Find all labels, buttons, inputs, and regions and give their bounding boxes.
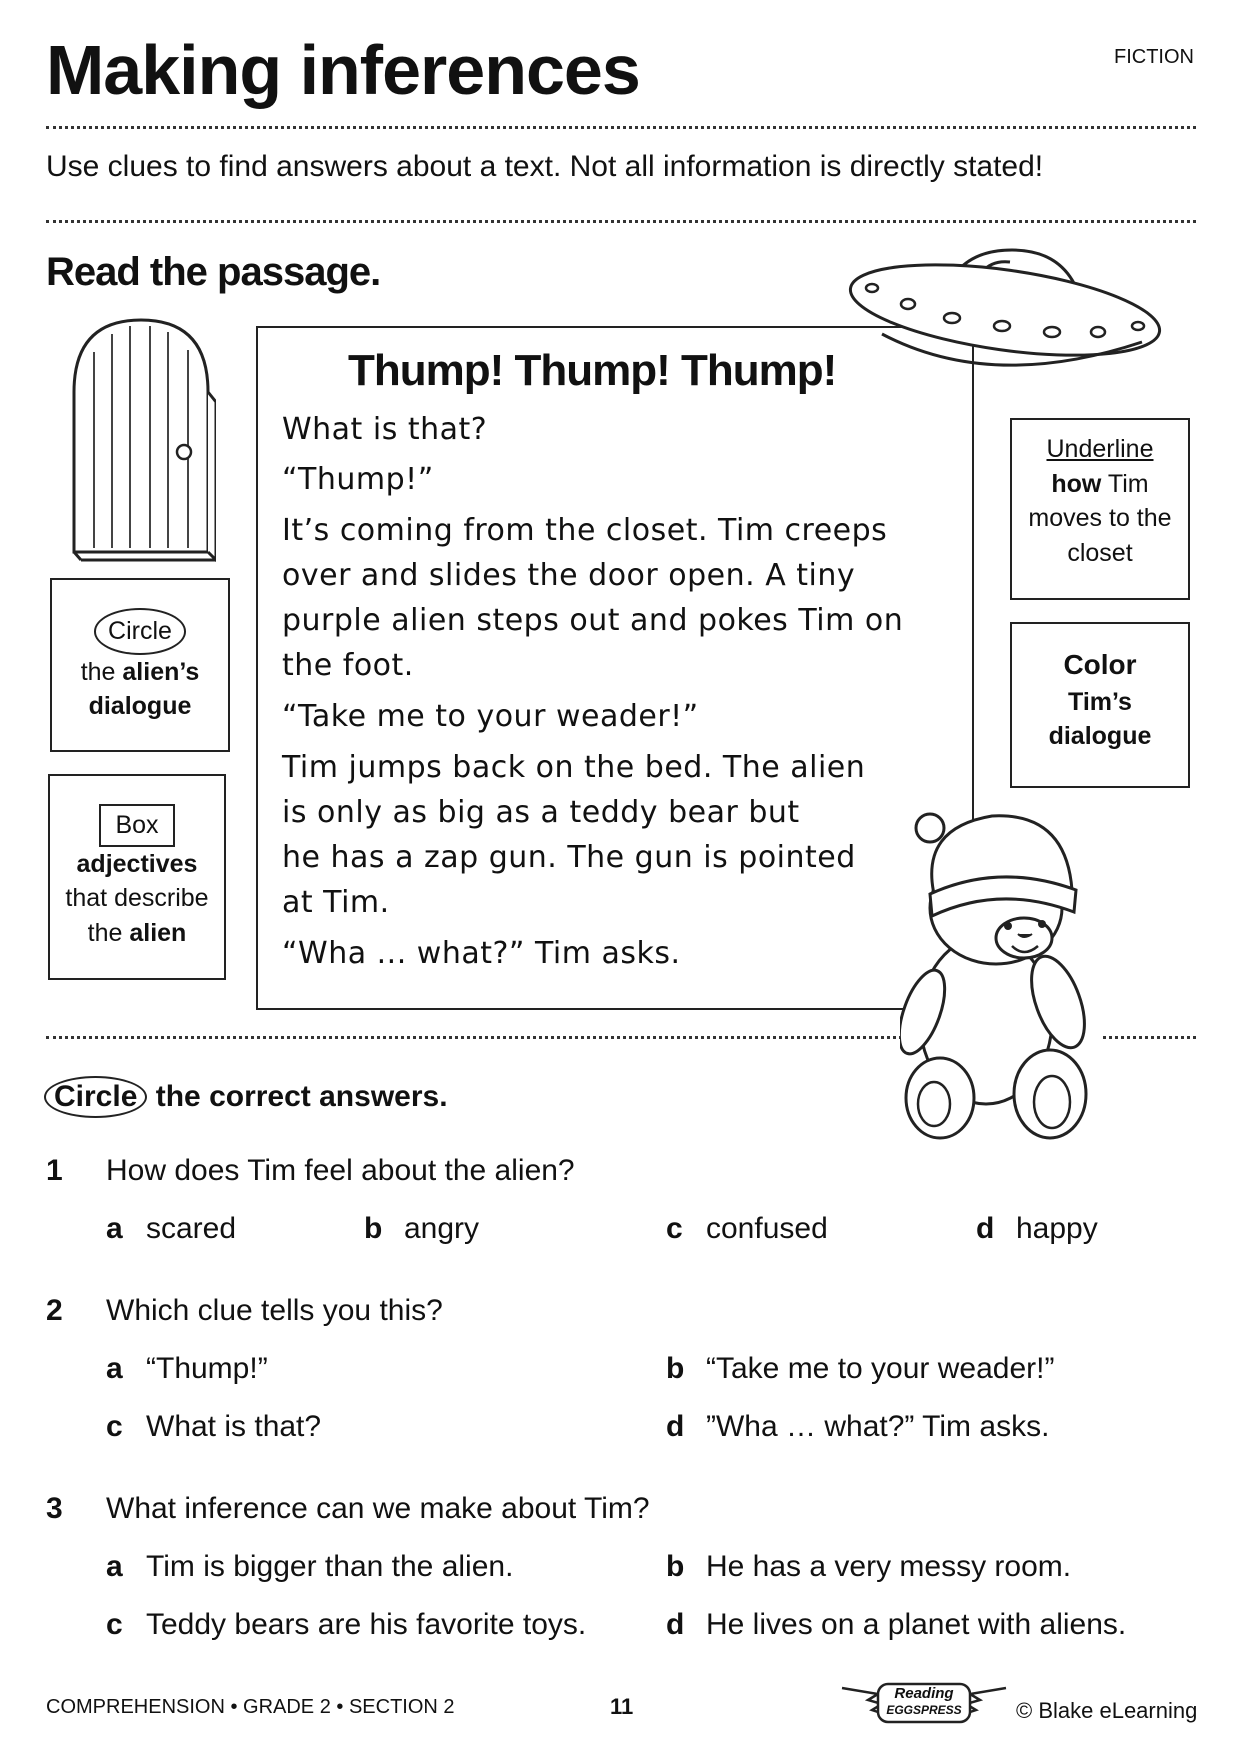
copyright: © Blake eLearning — [1016, 1698, 1198, 1723]
option-text: “Take me to your weader!” — [706, 1352, 1055, 1385]
passage-line: “Thump!” — [282, 462, 434, 497]
instruction-bold: adjectives — [76, 849, 198, 878]
answer-option[interactable] — [666, 1352, 1054, 1386]
passage-line: What is that? — [282, 412, 488, 447]
passage-line: the foot. — [282, 648, 414, 683]
instruction-text: the — [80, 657, 116, 686]
option-text: Teddy bears are his favorite toys. — [146, 1608, 587, 1641]
option-text: scared — [146, 1212, 237, 1245]
question-number: 1 — [46, 1154, 63, 1187]
passage-line: It’s coming from the closet. Tim creeps — [282, 513, 888, 548]
option-text: What is that? — [146, 1410, 322, 1443]
answer-option[interactable] — [666, 1608, 1126, 1642]
answer-option[interactable] — [666, 1212, 828, 1246]
color-label: Color — [1063, 649, 1137, 680]
instruction-bold: how — [1051, 469, 1102, 498]
option-letter: b — [666, 1550, 685, 1583]
question-number: 3 — [46, 1492, 63, 1525]
ufo-illustration — [842, 242, 1168, 378]
instruction-text: Tim — [1107, 469, 1149, 498]
passage-line: at Tim. — [282, 885, 390, 920]
underline-label: Underline — [1046, 435, 1154, 463]
logo-line-2: EGGSPRESS — [886, 1703, 962, 1717]
option-text: angry — [404, 1212, 480, 1245]
instruction-bold: dialogue — [88, 692, 192, 720]
reading-eggspress-logo — [838, 1680, 1010, 1726]
box-label: Box — [99, 804, 174, 847]
instruction-bold: dialogue — [1048, 722, 1152, 751]
instruction-bold: alien’s — [122, 657, 200, 686]
genre-tag: FICTION — [1114, 46, 1194, 68]
answer-option[interactable] — [976, 1212, 1098, 1246]
answer-option[interactable] — [666, 1410, 1049, 1444]
heading-rest: the correct answers. — [155, 1080, 448, 1113]
question-number: 2 — [46, 1294, 63, 1327]
answer-option[interactable] — [106, 1352, 268, 1386]
circle-word: Circle — [44, 1076, 147, 1118]
intro-text: Use clues to find answers about a text. Not all information is directly stated! — [46, 150, 1044, 183]
passage-line: is only as big as a teddy bear but — [282, 795, 800, 830]
option-letter: b — [364, 1212, 383, 1245]
passage-line: purple alien steps out and pokes Tim on — [282, 603, 904, 638]
section-heading-read: Read the passage. — [46, 250, 381, 294]
page-title: Making inferences — [46, 31, 640, 109]
answer-option[interactable] — [666, 1550, 1071, 1584]
passage-line: over and slides the door open. A tiny — [282, 558, 856, 593]
option-letter: c — [106, 1410, 123, 1443]
option-letter: d — [976, 1212, 995, 1245]
option-letter: a — [106, 1352, 123, 1385]
circle-label: Circle — [94, 608, 186, 655]
option-letter: d — [666, 1410, 685, 1443]
answer-option[interactable] — [106, 1608, 586, 1642]
instruction-text: closet — [1067, 538, 1133, 567]
question-text: Which clue tells you this? — [106, 1294, 443, 1327]
option-text: happy — [1016, 1212, 1098, 1245]
section-heading-answers — [44, 1076, 448, 1118]
option-letter: b — [666, 1352, 685, 1385]
passage-title: Thump! Thump! Thump! — [348, 346, 837, 395]
option-letter: c — [666, 1212, 683, 1245]
instruction-text: that describe — [65, 884, 209, 912]
divider — [46, 126, 1196, 129]
logo-line-1: Reading — [894, 1685, 954, 1702]
option-letter: a — [106, 1550, 123, 1583]
question-text: What inference can we make about Tim? — [106, 1492, 650, 1525]
answer-option[interactable] — [106, 1410, 321, 1444]
question-text: How does Tim feel about the alien? — [106, 1154, 575, 1187]
teddy-bear-illustration — [900, 798, 1100, 1160]
passage-line: “Take me to your weader!” — [282, 699, 699, 734]
page-number: 11 — [610, 1694, 634, 1719]
divider — [46, 220, 1196, 223]
instruction-text: moves to the — [1028, 504, 1172, 532]
instruction-bold: Tim’s — [1068, 687, 1132, 716]
question-3 — [46, 1492, 1196, 1532]
instruction-text: the — [87, 918, 123, 947]
option-letter: d — [666, 1608, 685, 1641]
option-text: ”Wha … what?” Tim asks. — [706, 1410, 1050, 1443]
option-text: confused — [706, 1212, 828, 1245]
door-illustration — [66, 312, 216, 562]
footer-section-label: COMPREHENSION • GRADE 2 • SECTION 2 — [46, 1696, 455, 1718]
answer-option[interactable] — [364, 1212, 479, 1246]
option-text: He lives on a planet with aliens. — [706, 1608, 1127, 1641]
option-text: He has a very messy room. — [706, 1550, 1072, 1583]
option-text: Tim is bigger than the alien. — [146, 1550, 514, 1583]
passage-line: Tim jumps back on the bed. The alien — [282, 750, 866, 785]
instruction-bold: alien — [129, 918, 187, 947]
instruction-color-box — [1010, 622, 1190, 788]
question-1 — [46, 1154, 1196, 1194]
option-letter: a — [106, 1212, 123, 1245]
passage-line: he has a zap gun. The gun is pointed — [282, 840, 856, 875]
answer-option[interactable] — [106, 1550, 513, 1584]
option-letter: c — [106, 1608, 123, 1641]
answer-option[interactable] — [106, 1212, 236, 1246]
option-text: “Thump!” — [146, 1352, 268, 1385]
question-2 — [46, 1294, 1196, 1334]
passage-line: “Wha ... what?” Tim asks. — [282, 936, 681, 971]
instruction-box-box — [48, 774, 226, 980]
instruction-circle-box — [50, 578, 230, 752]
instruction-underline-box — [1010, 418, 1190, 600]
